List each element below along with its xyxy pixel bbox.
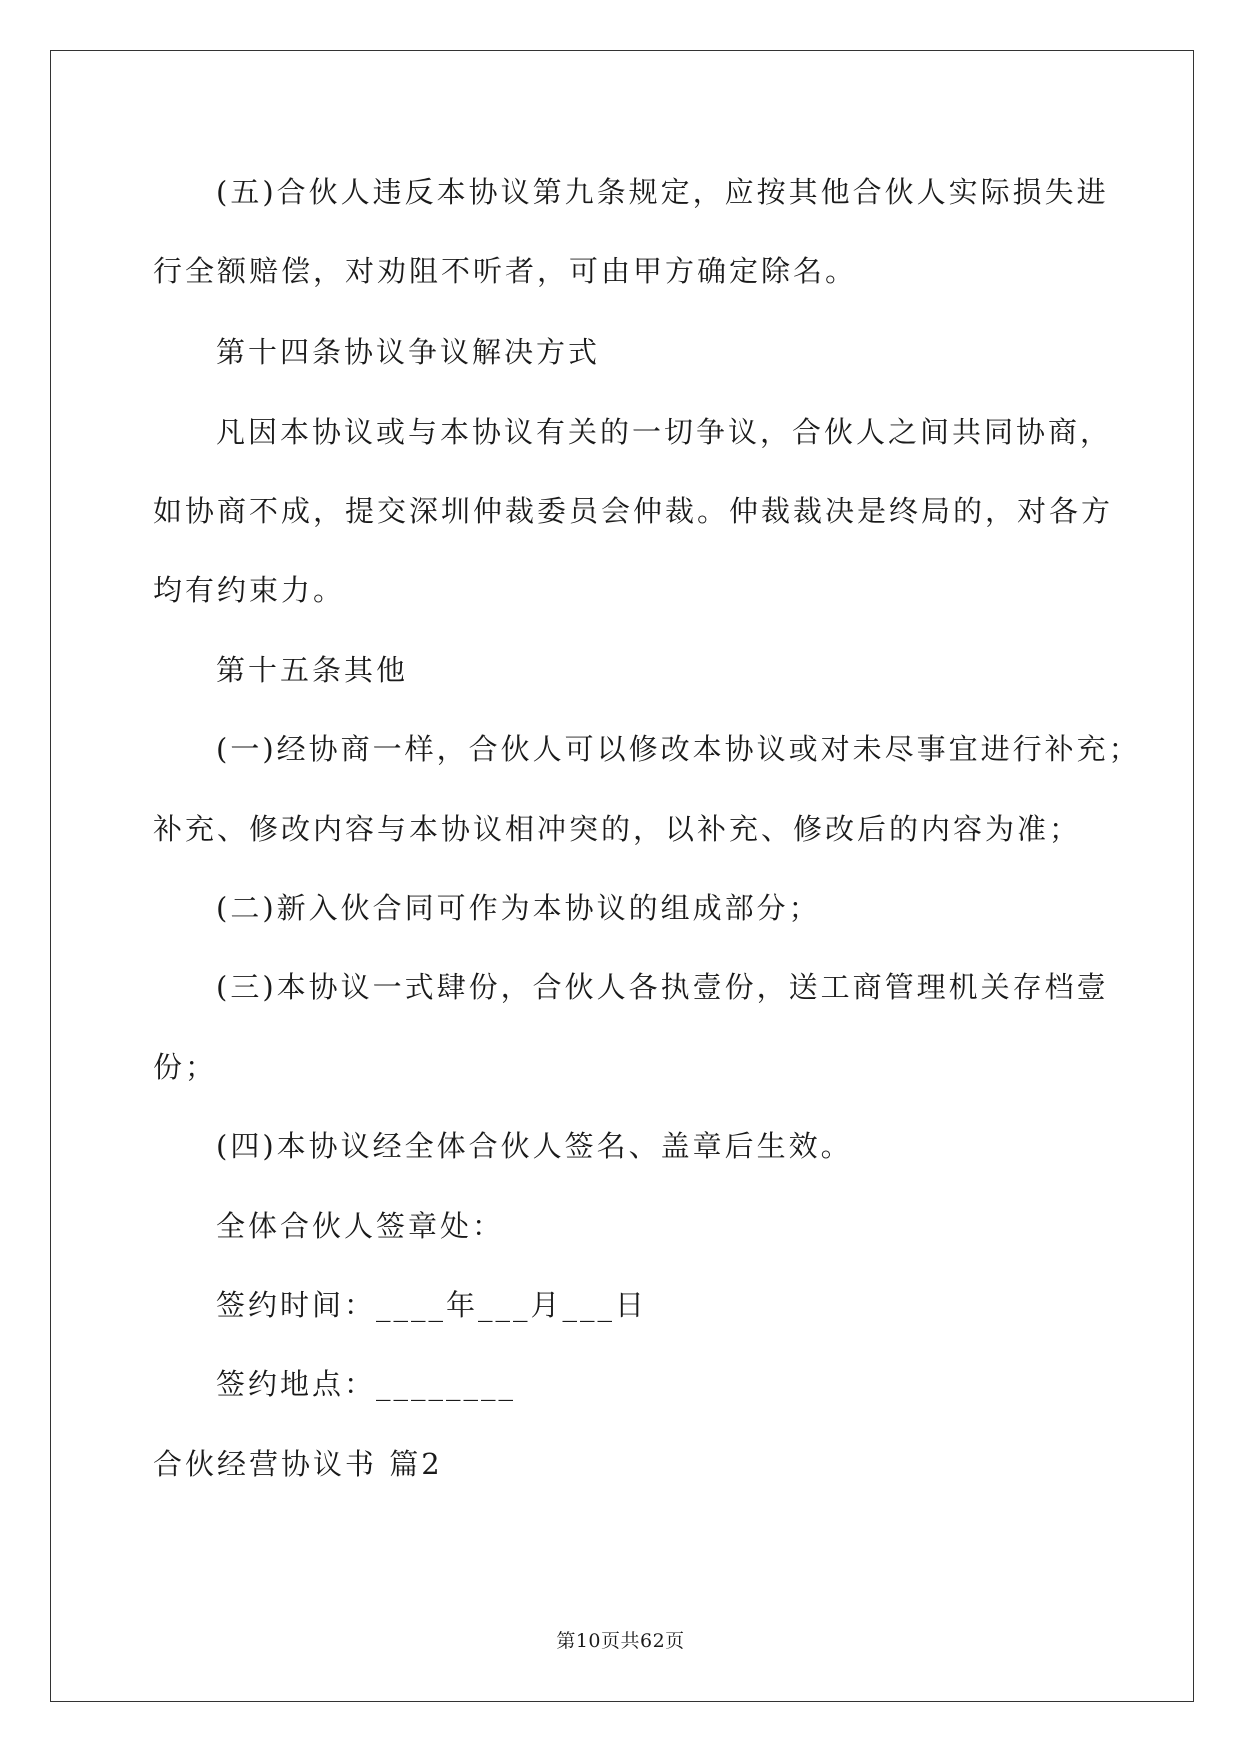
text-line: 凡因本协议或与本协议有关的一切争议，合伙人之间共同协商，: [216, 415, 1113, 449]
text-line: (二)新入伙合同可作为本协议的组成部分；: [216, 891, 821, 925]
page-number: 第10页: [556, 1630, 621, 1652]
text-line: 如协商不成，提交深圳仲裁委员会仲裁。仲裁裁决是终局的，对各方: [153, 494, 1114, 528]
text-line: 补充、修改内容与本协议相冲突的，以补充、修改后的内容为准；: [153, 812, 1082, 846]
page-footer: [0, 1632, 1241, 1651]
next-section-title: 合伙经营协议书 篇2: [153, 1447, 443, 1481]
text-line: (五)合伙人违反本协议第九条规定，应按其他合伙人实际损失进: [216, 175, 1109, 209]
text-line: (一)经协商一样，合伙人可以修改本协议或对未尽事宜进行补充；: [216, 732, 1141, 766]
section-heading: 第十四条协议争议解决方式: [216, 335, 601, 369]
text-line: 均有约束力。: [153, 573, 346, 607]
signing-place-line: 签约地点：________: [216, 1367, 517, 1401]
text-line: 行全额赔偿，对劝阻不听者，可由甲方确定除名。: [153, 254, 858, 288]
section-heading: 第十五条其他: [216, 653, 409, 687]
page-total: 共62页: [620, 1630, 685, 1652]
text-line: (三)本协议一式肆份，合伙人各执壹份，送工商管理机关存档壹: [216, 970, 1109, 1004]
text-line: 份；: [153, 1050, 218, 1084]
signing-date-line: 签约时间：____年___月___日: [216, 1288, 648, 1322]
signature-label: 全体合伙人签章处：: [216, 1209, 505, 1243]
text-line: (四)本协议经全体合伙人签名、盖章后生效。: [216, 1129, 853, 1163]
